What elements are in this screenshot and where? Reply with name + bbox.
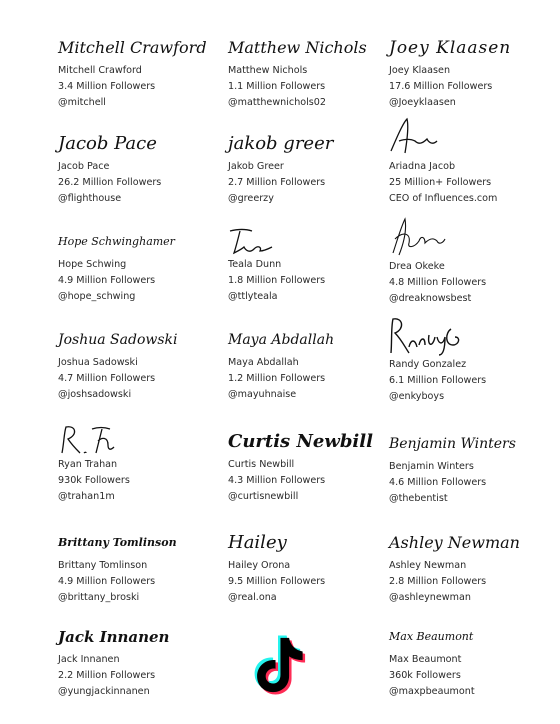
handle: @ttlyteala [228, 291, 278, 302]
signature [58, 129, 218, 159]
signature [389, 33, 549, 63]
follower-count: 2.2 Million Followers [58, 670, 156, 681]
follower-count: 3.4 Million Followers [58, 81, 156, 92]
handle: @matthewnichols02 [228, 97, 327, 108]
influencer-name: Brittany Tomlinson [58, 560, 148, 571]
handle: @mitchell [58, 97, 106, 108]
influencer-card [389, 528, 549, 606]
follower-count: 9.5 Million Followers [228, 576, 326, 587]
signature [228, 225, 388, 257]
influencer-name: Teala Dunn [228, 259, 282, 270]
signature-scribble-icon [389, 217, 449, 259]
signature [389, 429, 549, 459]
follower-count: 360k Followers [389, 670, 461, 681]
signature-scribble-icon [228, 225, 288, 257]
influencer-name: Jack Innanen [58, 654, 120, 665]
follower-count: 17.6 Million Followers [389, 81, 493, 92]
influencer-card [389, 117, 549, 207]
signature-text: Maya Abdallah [228, 332, 335, 348]
handle: @maxpbeaumont [389, 686, 475, 697]
handle: @dreaknowsbest [389, 293, 472, 304]
influencer-card [389, 315, 549, 405]
handle: @yungjackinnanen [58, 686, 150, 697]
signature-scribble-icon [389, 117, 449, 159]
signature-text: Joshua Sadowski [58, 332, 178, 348]
signature-scribble-icon [58, 423, 128, 457]
follower-count: 930k Followers [58, 475, 130, 486]
signature-text: Mitchell Crawford [58, 38, 207, 57]
influencer-card [58, 33, 218, 111]
signature-text: Joey Klaasen [389, 38, 512, 58]
influencer-name: Benjamin Winters [389, 461, 474, 472]
follower-count: 6.1 Million Followers [389, 375, 487, 386]
signature [228, 427, 388, 457]
influencer-card [58, 622, 218, 700]
signature [389, 315, 549, 357]
influencer-card [389, 33, 549, 111]
influencer-card [58, 129, 218, 207]
influencer-card [389, 429, 549, 507]
follower-count: 25 Million+ Followers [389, 177, 492, 188]
influencer-card [228, 427, 388, 505]
influencer-card [228, 129, 388, 207]
handle: @hope_schwing [58, 291, 136, 302]
signature-text: Hope Schwinghamer [58, 235, 175, 248]
handle: @flighthouse [58, 193, 122, 204]
signature-scribble-icon [389, 315, 469, 357]
signature [58, 622, 218, 652]
handle: @ashleynewman [389, 592, 471, 603]
influencer-name: Joey Klaasen [389, 65, 451, 76]
follower-count: 1.1 Million Followers [228, 81, 326, 92]
handle: @joshsadowski [58, 389, 132, 400]
handle: @greerzy [228, 193, 274, 204]
influencer-card [389, 217, 549, 307]
follower-count: 4.3 Million Followers [228, 475, 326, 486]
signature-text: Hailey [228, 532, 287, 553]
signature [58, 528, 218, 558]
handle: @thebentist [389, 493, 448, 504]
influencer-name: Ariadna Jacob [389, 161, 456, 172]
signature-text: jakob greer [228, 133, 334, 154]
influencer-name: Joshua Sadowski [58, 357, 138, 368]
influencer-card [228, 528, 388, 606]
follower-count: 2.8 Million Followers [389, 576, 487, 587]
handle: @enkyboys [389, 391, 445, 402]
signature [58, 325, 218, 355]
handle: @trahan1m [58, 491, 115, 502]
signature-text: Curtis Newbill [228, 431, 373, 452]
follower-count: 4.9 Million Followers [58, 576, 156, 587]
influencer-name: Jacob Pace [58, 161, 110, 172]
signature-text: Jacob Pace [58, 133, 157, 154]
influencer-name: Mitchell Crawford [58, 65, 142, 76]
influencer-name: Max Beaumont [389, 654, 462, 665]
handle: @brittany_broski [58, 592, 140, 603]
influencer-card [228, 325, 388, 403]
influencer-card [228, 225, 388, 305]
follower-count: 4.9 Million Followers [58, 275, 156, 286]
influencer-name: Ashley Newman [389, 560, 467, 571]
tiktok-logo-icon [248, 633, 308, 697]
influencer-card [58, 528, 218, 606]
signature [58, 33, 218, 63]
influencer-name: Drea Okeke [389, 261, 445, 272]
handle: @curtisnewbill [228, 491, 299, 502]
follower-count: 4.6 Million Followers [389, 477, 487, 488]
follower-count: 4.7 Million Followers [58, 373, 156, 384]
signature [228, 129, 388, 159]
influencer-name: Maya Abdallah [228, 357, 299, 368]
influencer-name: Hailey Orona [228, 560, 291, 571]
signature [389, 117, 549, 159]
follower-count: 26.2 Million Followers [58, 177, 162, 188]
signature [58, 227, 218, 257]
influencer-name: Curtis Newbill [228, 459, 295, 470]
follower-count: 2.7 Million Followers [228, 177, 326, 188]
follower-count: 4.8 Million Followers [389, 277, 487, 288]
influencer-card [389, 622, 549, 700]
signature [389, 622, 549, 652]
signature [58, 423, 218, 457]
signature-text: Ashley Newman [389, 533, 520, 552]
signature [228, 528, 388, 558]
follower-count: 1.2 Million Followers [228, 373, 326, 384]
influencer-card [58, 227, 218, 305]
signature [389, 217, 549, 259]
handle: @Joeyklaasen [389, 97, 456, 108]
influencer-name: Matthew Nichols [228, 65, 308, 76]
influencer-card [228, 33, 388, 111]
influencer-name: Jakob Greer [228, 161, 284, 172]
signature-text: Max Beaumont [389, 630, 474, 643]
signature [228, 33, 388, 63]
signature [228, 325, 388, 355]
influencer-name: Ryan Trahan [58, 459, 118, 470]
handle: CEO of Influences.com [389, 193, 498, 204]
signature-text: Benjamin Winters [389, 436, 516, 452]
signature-text: Brittany Tomlinson [58, 536, 177, 549]
follower-count: 1.8 Million Followers [228, 275, 326, 286]
influencer-card [58, 325, 218, 403]
signature-text: Matthew Nichols [228, 38, 367, 57]
handle: @mayuhnaise [228, 389, 297, 400]
influencer-name: Randy Gonzalez [389, 359, 467, 370]
influencer-name: Hope Schwing [58, 259, 127, 270]
signature-text: Jack Innanen [58, 628, 170, 646]
handle: @real.ona [228, 592, 277, 603]
influencer-card [58, 423, 218, 505]
signature [389, 528, 549, 558]
